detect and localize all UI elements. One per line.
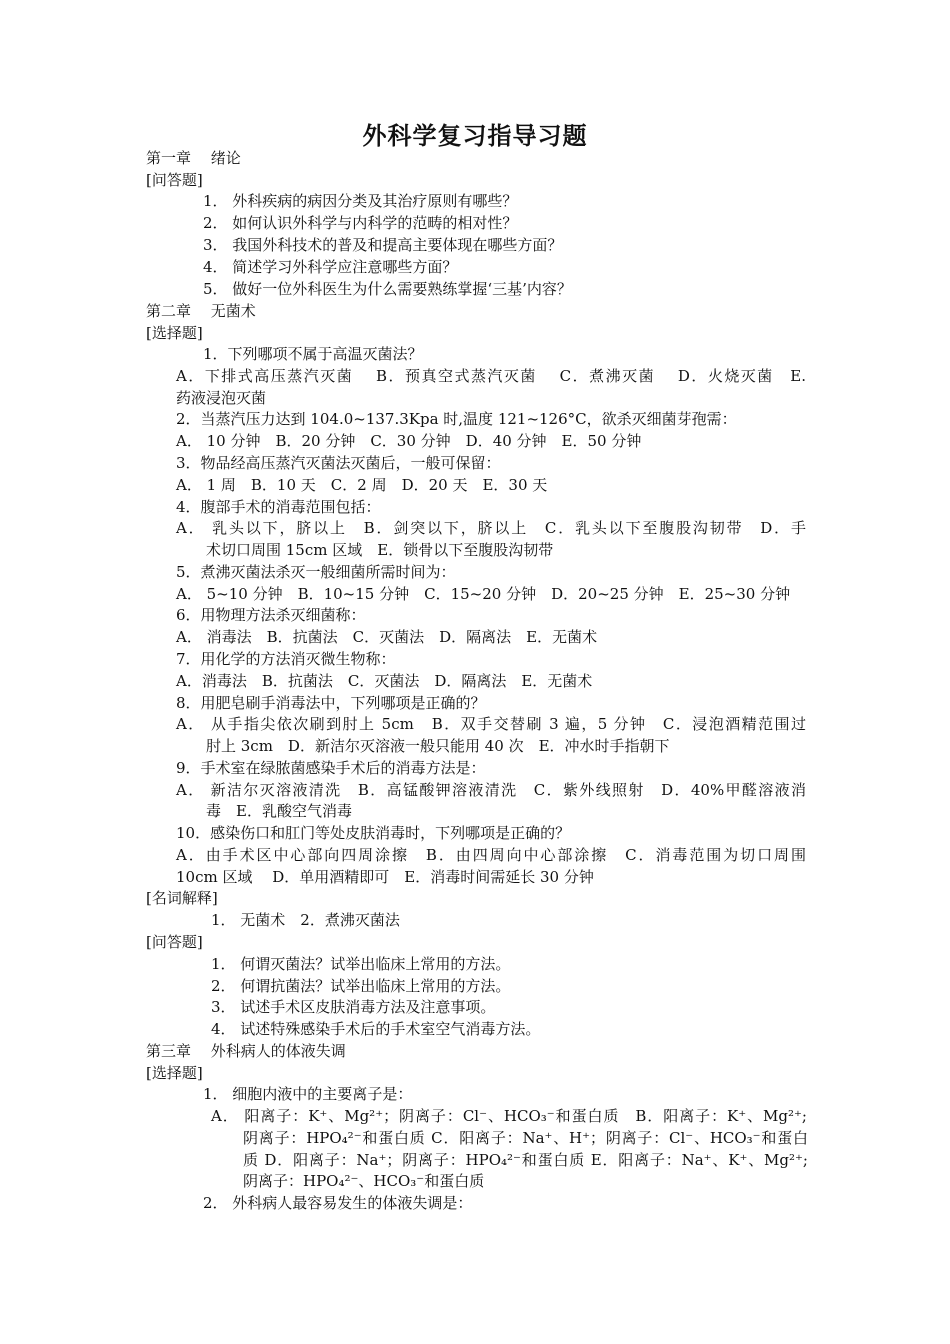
section-label: [问答题]	[146, 171, 203, 189]
answer-options: 阴离子：HPO₄²⁻和蛋白质 C．阳离子：Na⁺、H⁺；阴离子：Cl⁻、HCO₃⁻和蛋白	[243, 1129, 808, 1147]
section-label: [问答题]	[146, 933, 203, 951]
section-label: [选择题]	[146, 324, 203, 342]
question-item: 7．用化学的方法消灭微生物称：	[176, 650, 396, 668]
question-item: 2． 何谓抗菌法？试举出临床上常用的方法。	[211, 977, 511, 995]
answer-options: A． 阳离子：K⁺、Mg²⁺；阴离子：Cl⁻、HCO₃⁻和蛋白质 B．阳离子：K⁺、Mg²⁺;	[211, 1107, 807, 1125]
question-item: 5． 做好一位外科医生为什么需要熟练掌握‘三基’内容？	[203, 280, 572, 298]
document-title: 外科学复习指导习题	[362, 121, 588, 150]
question-item: 6．用物理方法杀灭细菌称：	[176, 606, 366, 624]
question-item: 1． 外科疾病的病因分类及其治疗原则有哪些？	[203, 192, 518, 210]
answer-options: A． 乳头以下，脐以上 B．剑突以下，脐以上 C．乳头以下至腹股沟韧带 D．手	[176, 519, 806, 537]
question-item: 4．腹部手术的消毒范围包括：	[176, 498, 381, 516]
answer-options: A． 从手指尖依次刷到肘上 5cm B．双手交替刷 3 遍，5 分钟 C．浸泡酒精范围过	[176, 715, 806, 733]
question-item: 10．感染伤口和肛门等处皮肤消毒时，下列哪项是正确的？	[176, 824, 571, 842]
section-label: [名词解释]	[146, 889, 218, 907]
answer-options: A． 新洁尔灭溶液清洗 B．高锰酸钾溶液清洗 C．紫外线照射 D．40%甲醛溶液消	[176, 781, 806, 799]
answer-options: A．消毒法 B．抗菌法 C．灭菌法 D．隔离法 E．无菌术	[176, 672, 593, 690]
answer-options: 质 D．阳离子：Na⁺；阴离子：HPO₄²⁻和蛋白质 E．阳离子：Na⁺、K⁺、Mg²⁺;	[243, 1151, 808, 1169]
chapter-heading: 第二章 无菌术	[146, 302, 256, 320]
answer-options: A． 10 分钟 B．20 分钟 C．30 分钟 D．40 分钟 E．50 分钟	[176, 432, 642, 450]
answer-options: 药液浸泡灭菌	[176, 389, 267, 407]
question-item: 3．物品经高压蒸汽灭菌法灭菌后，一般可保留：	[176, 454, 501, 472]
question-item: 3． 试述手术区皮肤消毒方法及注意事项。	[211, 998, 496, 1016]
chapter-heading: 第一章 绪论	[146, 149, 241, 167]
answer-options: A．下排式高压蒸汽灭菌 B．预真空式蒸汽灭菌 C．煮沸灭菌 D．火烧灭菌 E.	[176, 367, 806, 385]
question-item: 9．手术室在绿脓菌感染手术后的消毒方法是：	[176, 759, 486, 777]
answer-options: A．由手术区中心部向四周涂擦 B．由四周向中心部涂擦 C．消毒范围为切口周围	[176, 846, 806, 864]
chapter-heading: 第三章 外科病人的体液失调	[146, 1042, 346, 1060]
answer-options: A． 1 周 B．10 天 C．2 周 D．20 天 E．30 天	[176, 476, 548, 494]
answer-options: A． 5~10 分钟 B．10~15 分钟 C．15~20 分钟 D．20~25 分钟 E．25~30 分钟	[176, 585, 791, 603]
question-item: 2． 如何认识外科学与内科学的范畴的相对性？	[203, 214, 518, 232]
answer-options: A． 消毒法 B．抗菌法 C．灭菌法 D．隔离法 E．无菌术	[176, 628, 598, 646]
section-label: [选择题]	[146, 1064, 203, 1082]
question-item: 1．下列哪项不属于高温灭菌法？	[203, 345, 423, 363]
answer-options: 肘上 3cm D．新洁尔灭溶液一般只能用 40 次 E．冲水时手指朝下	[206, 737, 670, 755]
question-item: 5．煮沸灭菌法杀灭一般细菌所需时间为：	[176, 563, 456, 581]
question-item: 2． 外科病人最容易发生的体液失调是：	[203, 1194, 473, 1212]
answer-options: 毒 E．乳酸空气消毒	[206, 802, 352, 820]
question-item: 4． 试述特殊感染手术后的手术室空气消毒方法。	[211, 1020, 541, 1038]
question-item: 3． 我国外科技术的普及和提高主要体现在哪些方面？	[203, 236, 563, 254]
question-item: 2．当蒸汽压力达到 104.0~137.3Kpa 时,温度 121~126°C，欲杀灭细菌芽孢需：	[176, 410, 737, 428]
question-item: 1． 何谓灭菌法？试举出临床上常用的方法。	[211, 955, 511, 973]
question-item: 1． 细胞内液中的主要离子是：	[203, 1085, 413, 1103]
answer-options: 阴离子：HPO₄²⁻、HCO₃⁻和蛋白质	[243, 1172, 485, 1190]
term-item: 1． 无菌术 2．煮沸灭菌法	[211, 911, 400, 929]
question-item: 4． 简述学习外科学应注意哪些方面？	[203, 258, 458, 276]
answer-options: 10cm 区域 D．单用酒精即可 E．消毒时间需延长 30 分钟	[176, 868, 594, 886]
question-item: 8．用肥皂刷手消毒法中，下列哪项是正确的？	[176, 694, 486, 712]
answer-options: 术切口周围 15cm 区域 E．锁骨以下至腹股沟韧带	[206, 541, 554, 559]
